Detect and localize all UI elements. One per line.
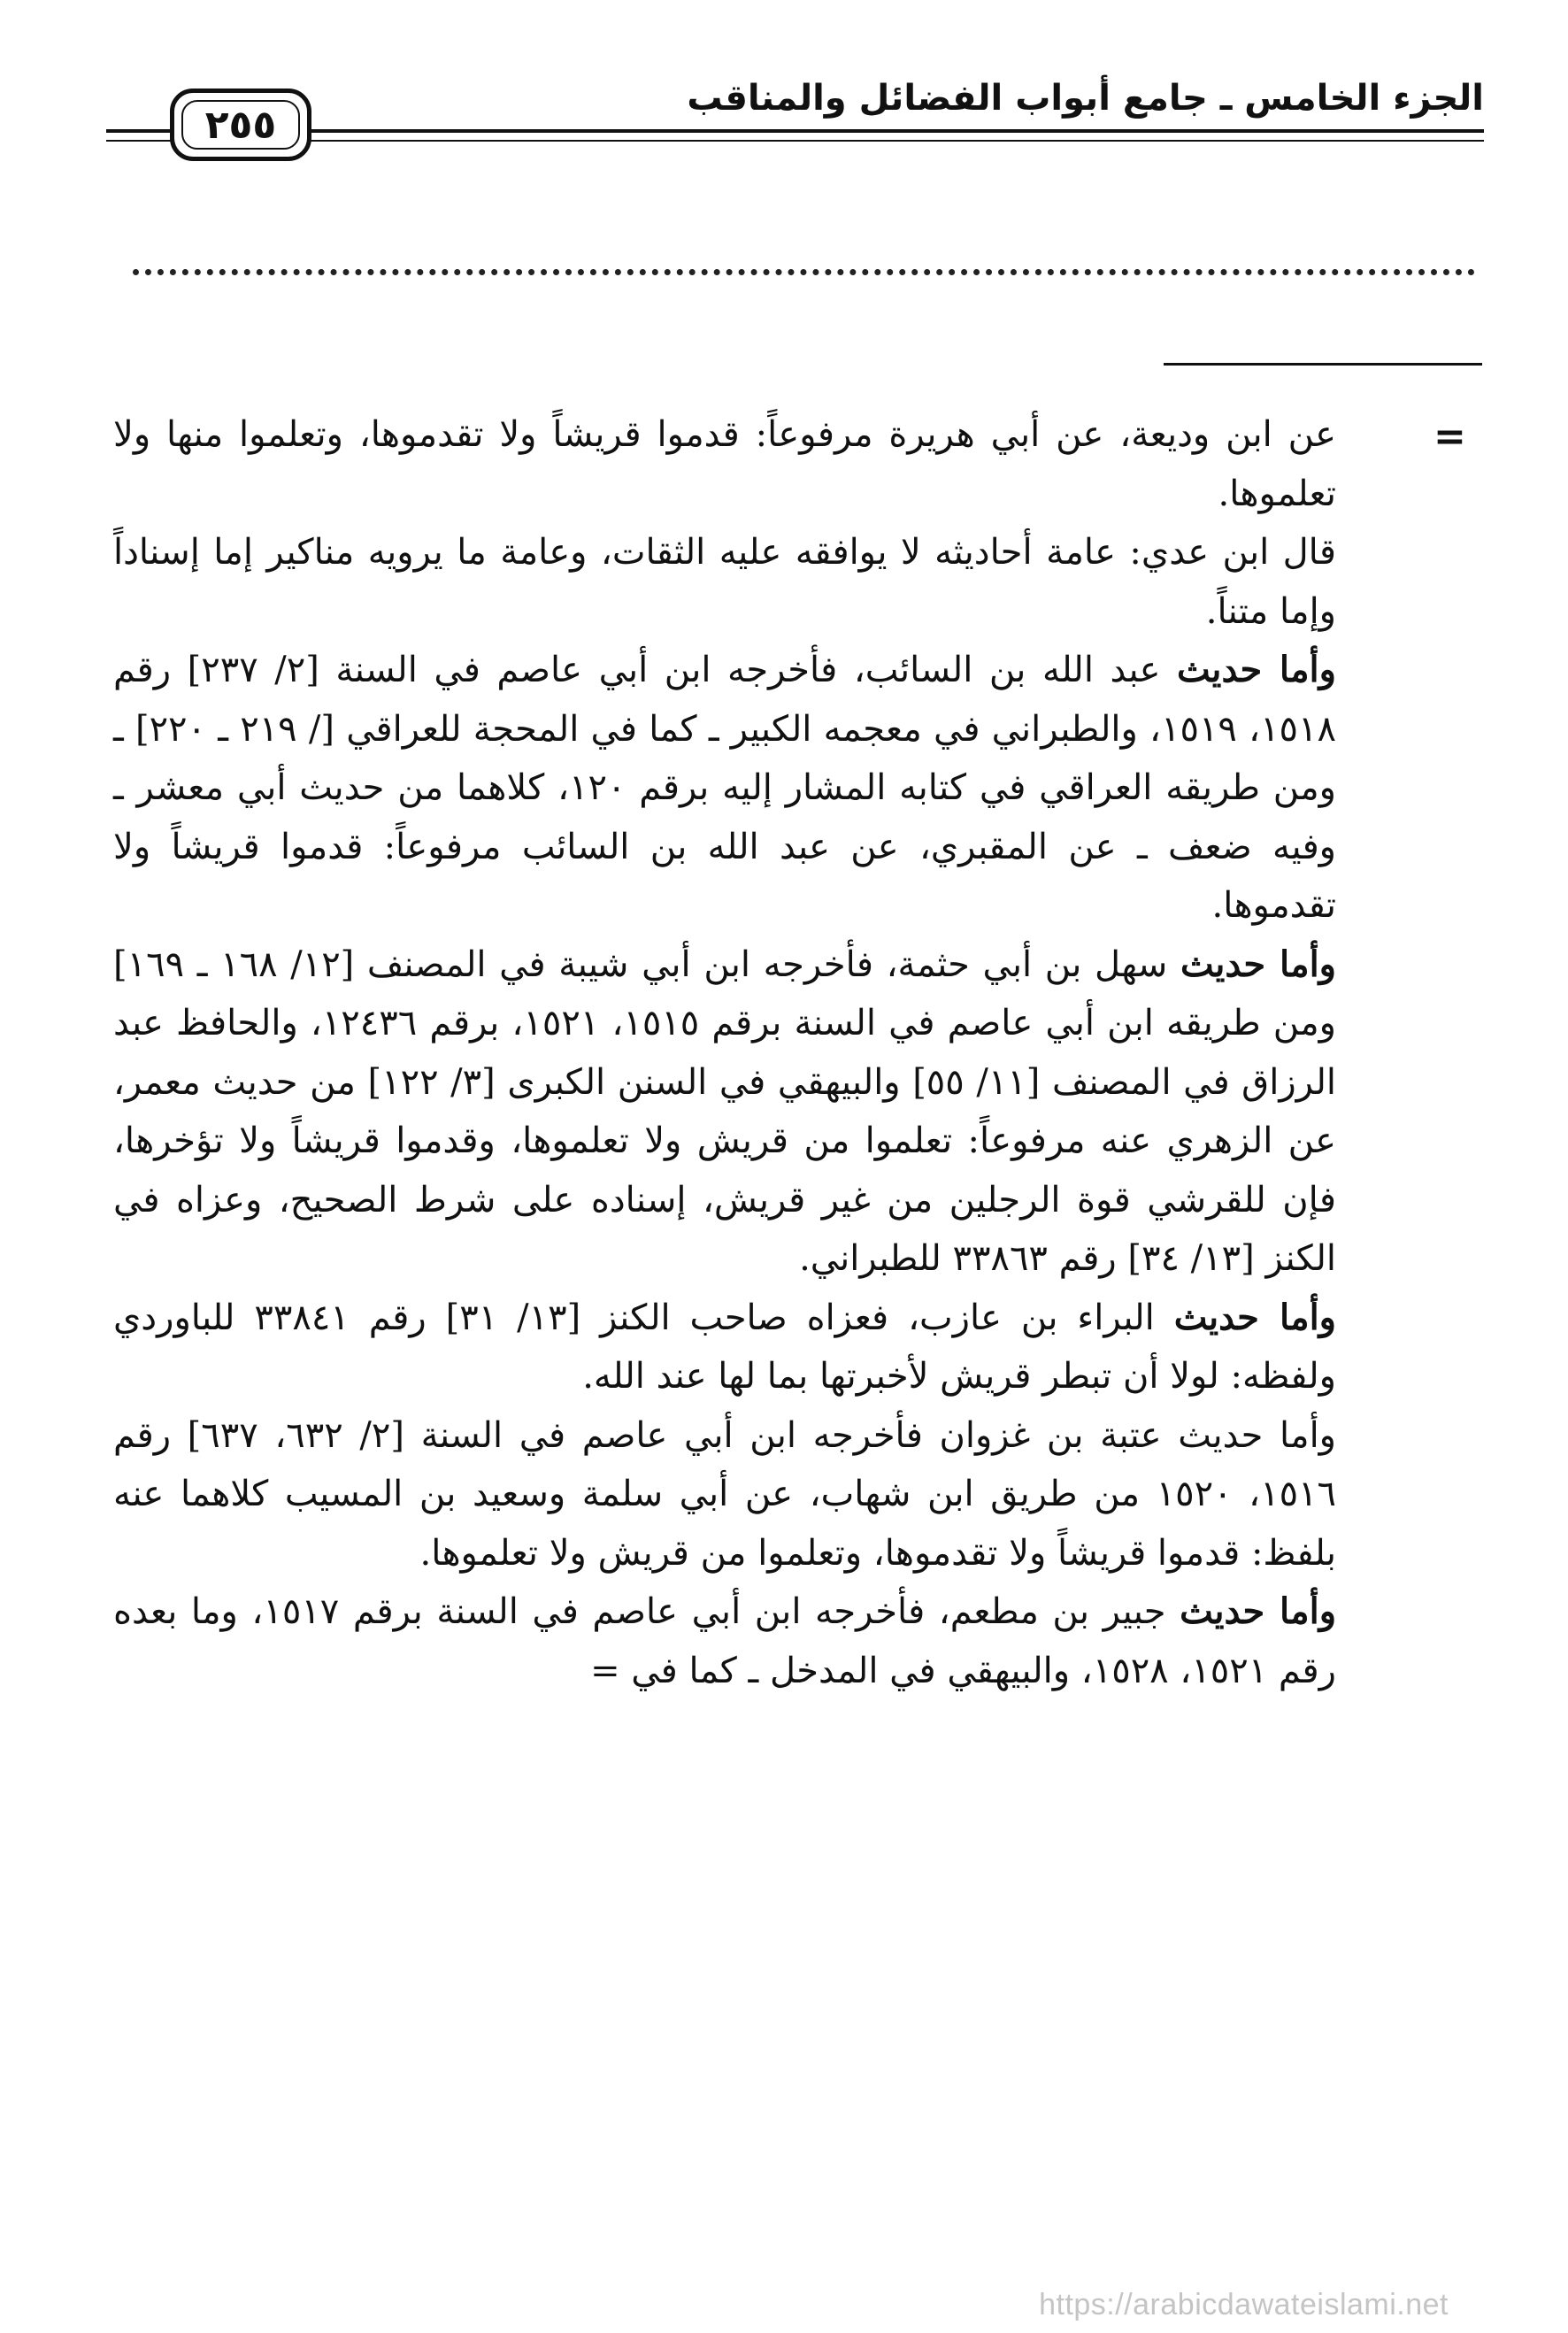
paragraph-text: جبير بن مطعم، فأخرجه ابن أبي عاصم في السنة برقم ١٥١٧، وما بعده رقم ١٥٢١، ١٥٢٨، والبيهقي في المدخل ـ كما في = [113, 1591, 1336, 1691]
paragraph [113, 641, 1336, 936]
header-rule-bottom [106, 140, 1484, 142]
paragraph-lead: وأما حديث [1177, 649, 1336, 690]
paragraph [113, 1406, 1336, 1583]
page-number: ٢٥٥ [181, 100, 300, 150]
paragraph [113, 523, 1336, 641]
paragraph-text: عبد الله بن السائب، فأخرجه ابن أبي عاصم في السنة [٢/ ٢٣٧] رقم ١٥١٨، ١٥١٩، والطبراني في معجمه الكبير ـ كما في المحجة للعراقي [/ ٢١٩ ـ ٢٢٠] ـ ومن طريقه العراقي في كتابه المشار إليه برقم ١٢٠، كلاهما من حديث أبي معشر ـ وفيه ضعف ـ عن المقبري، عن عبد الله بن السائب مرفوعاً: قدموا قريشاً ولا تقدموها. [113, 650, 1337, 926]
page-number-frame [170, 89, 311, 161]
paragraph-lead: وأما حديث [1180, 943, 1336, 985]
paragraph-text: وأما حديث عتبة بن غزوان فأخرجه ابن أبي عاصم في السنة [٢/ ٦٣٢، ٦٣٧] رقم ١٥١٦، ١٥٢٠ من طريق ابن شهاب، عن أبي سلمة وسعيد بن المسيب كلاهما عنه بلفظ: قدموا قريشاً ولا تقدموها، وتعلموا من قريش ولا تعلموها. [113, 1414, 1337, 1574]
paragraph-text: البراء بن عازب، فعزاه صاحب الكنز [١٣/ ٣١] رقم ٣٣٨٤١ للباوردي ولفظه: لولا أن تبطر قريش لأخبرتها بما لها عند الله. [113, 1297, 1336, 1397]
header-rule-top [106, 129, 1484, 133]
paragraph [113, 1289, 1336, 1406]
footnote-separator [1164, 363, 1482, 366]
paragraph-lead: وأما حديث [1180, 1590, 1337, 1632]
paragraph-lead: وأما حديث [1173, 1296, 1336, 1338]
paragraph-text: قال ابن عدي: عامة أحاديثه لا يوافقه عليه الثقات، وعامة ما يرويه مناكير إما إسناداً وإما متناً. [113, 532, 1336, 632]
paragraph [113, 1582, 1336, 1700]
paragraph-text: عن ابن وديعة، عن أبي هريرة مرفوعاً: قدموا قريشاً ولا تقدموها، وتعلموا منها ولا تعلموها. [113, 414, 1336, 514]
continuation-mark-top: = [1433, 414, 1466, 459]
running-title: الجزء الخامس ـ جامع أبواب الفضائل والمناقب [687, 78, 1484, 119]
footnote-text [113, 405, 1336, 1700]
dotted-divider [133, 269, 1475, 275]
paragraph [113, 405, 1336, 523]
paragraph [113, 936, 1336, 1289]
watermark-url: https://arabicdawateislami.net [1039, 2288, 1449, 2321]
paragraph-text: سهل بن أبي حثمة، فأخرجه ابن أبي شيبة في المصنف [١٢/ ١٦٨ ـ ١٦٩] ومن طريقه ابن أبي عاصم في السنة برقم ١٥١٥، ١٥٢١، برقم ١٢٤٣٦، والحافظ عبد الرزاق في المصنف [١١/ ٥٥] والبيهقي في السنن الكبرى [٣/ ١٢٢] من حديث معمر، عن الزهري عنه مرفوعاً: تعلموا من قريش ولا تعلموها، وقدموا قريشاً ولا تؤخرها، فإن للقرشي قوة الرجلين من غير قريش، إسناده على شرط الصحيح، وعزاه في الكنز [١٣/ ٣٤] رقم ٣٣٨٦٣ للطبراني. [113, 943, 1337, 1279]
